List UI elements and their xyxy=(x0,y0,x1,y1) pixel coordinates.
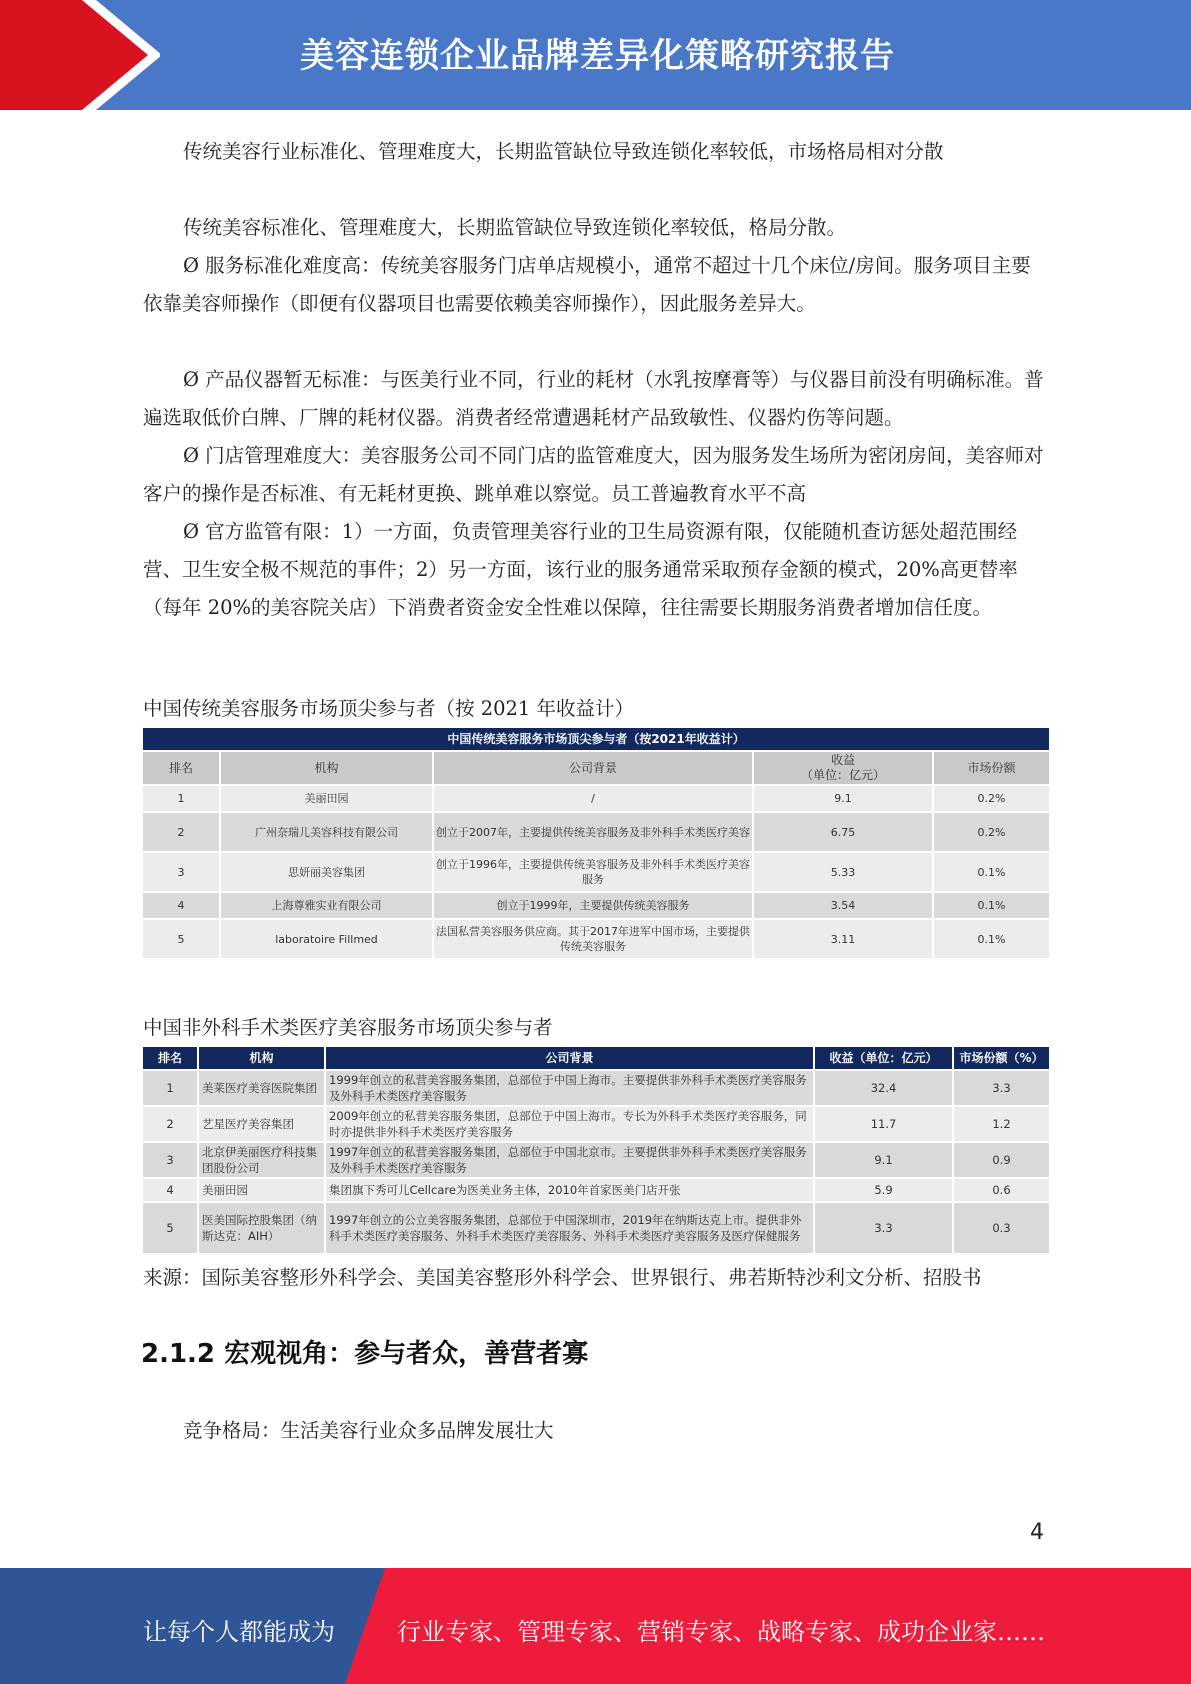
table-cell: 5 xyxy=(142,1202,198,1254)
table-cell: 0.2% xyxy=(933,812,1050,852)
paragraph-service-standard: Ø 服务标准化难度高：传统美容服务门店单店规模小，通常不超过十几个床位/房间。服务项目主要依靠美容师操作（即便有仪器项目也需要依赖美容师操作），因此服务差异大。 xyxy=(143,254,1031,315)
table-cell: 北京伊美丽医疗科技集团股份公司 xyxy=(198,1142,325,1178)
table-cell: 创立于2007年，主要提供传统美容服务及非外科手术类医疗美容 xyxy=(433,812,753,852)
table-cell: 0.1% xyxy=(933,892,1050,919)
table-cell: 0.9 xyxy=(953,1142,1050,1178)
table-cell: 美丽田园 xyxy=(198,1178,325,1202)
table-cell: 0.1% xyxy=(933,919,1050,959)
table-cell: 美莱医疗美容医院集团 xyxy=(198,1070,325,1106)
table2-header-share: 市场份额（%） xyxy=(953,1046,1050,1070)
table-cell: 4 xyxy=(142,1178,198,1202)
table-cell: 0.2% xyxy=(933,785,1050,812)
paragraph-intro-heading: 传统美容行业标准化、管理难度大，长期监管缺位导致连锁化率较低，市场格局相对分散 xyxy=(183,140,944,163)
table-cell: 3 xyxy=(142,1142,198,1178)
table-cell: 11.7 xyxy=(814,1106,953,1142)
table1-header-revenue: 收益 （单位：亿元） xyxy=(753,751,933,785)
table-cell: 3 xyxy=(142,852,220,892)
table-cell: 3.3 xyxy=(953,1070,1050,1106)
table-cell: 2 xyxy=(142,1106,198,1142)
report-title: 美容连锁企业品牌差异化策略研究报告 xyxy=(300,36,895,76)
table2-header-background: 公司背景 xyxy=(325,1046,814,1070)
table-cell: 2009年创立的私营美容服务集团，总部位于中国上海市。专长为外科手术类医疗美容服务，同时亦提供非外科手术类医疗美容服务 xyxy=(325,1106,814,1142)
table-cell: 创立于1996年，主要提供传统美容服务及非外科手术类医疗美容服务 xyxy=(433,852,753,892)
table-cell: 广州奈瑞儿美容科技有限公司 xyxy=(220,812,433,852)
table-cell: 0.6 xyxy=(953,1178,1050,1202)
table-cell: 艺星医疗美容集团 xyxy=(198,1106,325,1142)
table1-header-share: 市场份额 xyxy=(933,751,1050,785)
table-cell: laboratoire Fillmed xyxy=(220,919,433,959)
table2-header-revenue: 收益（单位：亿元） xyxy=(814,1046,953,1070)
table-cell: 美丽田园 xyxy=(220,785,433,812)
table-row xyxy=(142,1070,1050,1106)
table-cell: 医美国际控股集团（纳斯达克：AIH） xyxy=(198,1202,325,1254)
table1-header-background: 公司背景 xyxy=(433,751,753,785)
footer-slogan-right: 行业专家、管理专家、营销专家、战略专家、成功企业家…… xyxy=(397,1618,1045,1646)
table-cell: 集团旗下秀可儿Cellcare为医美业务主体，2010年首家医美门店开张 xyxy=(325,1178,814,1202)
non-surgical-medical-beauty-top-players-table xyxy=(141,1045,1051,1255)
table-cell: 上海尊雅实业有限公司 xyxy=(220,892,433,919)
table2-header-org: 机构 xyxy=(198,1046,325,1070)
table-cell: 4 xyxy=(142,892,220,919)
table-row xyxy=(142,785,1050,812)
traditional-beauty-top-players-table xyxy=(141,726,1051,960)
table-cell: 1.2 xyxy=(953,1106,1050,1142)
table-cell: 9.1 xyxy=(753,785,933,812)
table-cell: 5.33 xyxy=(753,852,933,892)
table-cell: 5.9 xyxy=(814,1178,953,1202)
table1-title: 中国传统美容服务市场顶尖参与者（按2021年收益计） xyxy=(142,727,1050,751)
table-row xyxy=(142,919,1050,959)
table-cell: 0.1% xyxy=(933,852,1050,892)
table-cell: / xyxy=(433,785,753,812)
paragraph-official-supervision: Ø 官方监管有限：1）一方面，负责管理美容行业的卫生局资源有限，仅能随机查访惩处超范围经营、卫生安全极不规范的事件；2）另一方面，该行业的服务通常采取预存金额的模式，20%高更替率（每年 20%的美容院关店）下消费者资金安全性难以保障，往往需要长期服务消费者增加信任度。 xyxy=(143,520,1018,619)
table-cell: 1997年创立的公立美容服务集团，总部位于中国深圳市，2019年在纳斯达克上市。提供非外科手术类医疗美容服务、外科手术类医疗美容服务、外科手术类医疗美容服务及医疗保健服务 xyxy=(325,1202,814,1254)
paragraph-product-standard: Ø 产品仪器暂无标准：与医美行业不同，行业的耗材（水乳按摩膏等）与仪器目前没有明确标准。普遍选取低价白牌、厂牌的耗材仪器。消费者经常遭遇耗材产品致敏性、仪器灼伤等问题。 xyxy=(143,368,1044,429)
page-number: 4 xyxy=(1030,1520,1044,1545)
table-cell: 0.3 xyxy=(953,1202,1050,1254)
table1-caption: 中国传统美容服务市场顶尖参与者（按 2021 年收益计） xyxy=(143,697,635,720)
table-cell: 1 xyxy=(142,1070,198,1106)
table-cell: 创立于1999年，主要提供传统美容服务 xyxy=(433,892,753,919)
table-cell: 3.3 xyxy=(814,1202,953,1254)
section-body-text: 竞争格局：生活美容行业众多品牌发展壮大 xyxy=(183,1419,554,1442)
table-cell: 32.4 xyxy=(814,1070,953,1106)
table-cell: 思妍丽美容集团 xyxy=(220,852,433,892)
paragraph-store-management: Ø 门店管理难度大：美容服务公司不同门店的监管难度大，因为服务发生场所为密闭房间，美容师对客户的操作是否标准、有无耗材更换、跳单难以察觉。员工普遍教育水平不高 xyxy=(143,444,1044,505)
table-row xyxy=(142,812,1050,852)
table-row xyxy=(142,1178,1050,1202)
section-heading: 2.1.2 宏观视角：参与者众，善营者寡 xyxy=(141,1339,589,1369)
table-row xyxy=(142,852,1050,892)
table2-header-row xyxy=(142,1046,1050,1070)
header-red-arrow-shape xyxy=(0,0,160,110)
source-note: 来源：国际美容整形外科学会、美国美容整形外科学会、世界银行、弗若斯特沙利文分析、招股书 xyxy=(143,1266,982,1289)
table-cell: 9.1 xyxy=(814,1142,953,1178)
table1-header-org: 机构 xyxy=(220,751,433,785)
table-cell: 1 xyxy=(142,785,220,812)
table-cell: 6.75 xyxy=(753,812,933,852)
table-row xyxy=(142,1202,1050,1254)
paragraph-summary: 传统美容标准化、管理难度大，长期监管缺位导致连锁化率较低，格局分散。 xyxy=(183,216,847,239)
table-cell: 1999年创立的私营美容服务集团，总部位于中国上海市。主要提供非外科手术类医疗美容服务及外科手术类医疗美容服务 xyxy=(325,1070,814,1106)
table-cell: 2 xyxy=(142,812,220,852)
table-cell: 法国私营美容服务供应商。其于2017年进军中国市场，主要提供传统美容服务 xyxy=(433,919,753,959)
table2-header-rank: 排名 xyxy=(142,1046,198,1070)
table1-header-rank: 排名 xyxy=(142,751,220,785)
table-row xyxy=(142,1106,1050,1142)
table2-caption: 中国非外科手术类医疗美容服务市场顶尖参与者 xyxy=(143,1016,553,1039)
table-row xyxy=(142,1142,1050,1178)
table-cell: 3.54 xyxy=(753,892,933,919)
page-header xyxy=(0,0,1191,110)
table-cell: 3.11 xyxy=(753,919,933,959)
footer-slogan-left: 让每个人都能成为 xyxy=(143,1618,335,1646)
table-row xyxy=(142,892,1050,919)
table-cell: 1997年创立的私营美容服务集团，总部位于中国北京市。主要提供非外科手术类医疗美容服务及外科手术类医疗美容服务 xyxy=(325,1142,814,1178)
table1-header-row xyxy=(142,751,1050,785)
table-cell: 5 xyxy=(142,919,220,959)
